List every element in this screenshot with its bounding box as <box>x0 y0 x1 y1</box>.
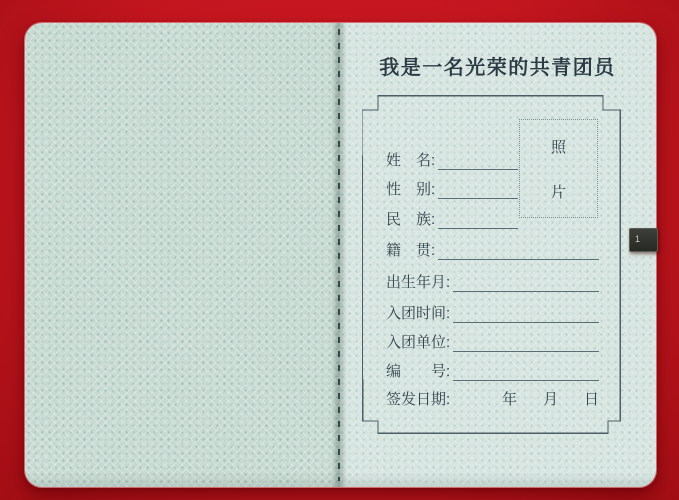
field-label-serial-number: 编 号: <box>386 363 451 380</box>
field-line-serial-number <box>453 364 599 381</box>
field-row-issue-date <box>386 387 599 409</box>
field-line-join-date <box>453 306 599 323</box>
membership-booklet <box>24 22 657 488</box>
field-line-join-unit <box>453 335 599 352</box>
spine-stitching <box>338 29 340 481</box>
field-label-join-date: 入团时间: <box>386 305 451 322</box>
field-label-name: 姓 名: <box>386 152 436 169</box>
field-row-join-date <box>386 301 599 323</box>
field-label-native-place: 籍 贯: <box>386 242 436 259</box>
field-line-name <box>438 153 518 170</box>
booklet-spine <box>331 23 347 487</box>
field-line-birth-date <box>453 275 599 292</box>
field-row-birth-date <box>386 270 599 292</box>
form-box <box>362 95 621 434</box>
field-row-name <box>386 148 599 170</box>
tab-number: 1 <box>635 234 641 244</box>
field-line-ethnicity <box>438 212 518 229</box>
photo-label-bottom: 片 <box>550 183 566 201</box>
right-form-page <box>339 23 656 487</box>
field-label-ethnicity: 民 族: <box>386 211 436 228</box>
field-label-join-unit: 入团单位: <box>386 334 451 351</box>
field-label-gender: 性 别: <box>386 181 436 198</box>
field-row-ethnicity <box>386 207 599 229</box>
field-label-issue-date: 签发日期: <box>386 391 451 408</box>
unit-month: 月 <box>543 391 559 408</box>
field-row-serial-number <box>386 359 599 381</box>
field-label-birth-date: 出生年月: <box>386 274 451 291</box>
field-line-gender <box>438 182 518 199</box>
field-row-native-place <box>386 238 599 260</box>
field-row-join-unit <box>386 330 599 352</box>
unit-year: 年 <box>502 391 518 408</box>
field-row-gender <box>386 177 599 199</box>
unit-day: 日 <box>583 391 599 408</box>
page-tab <box>629 228 658 252</box>
field-line-native-place <box>438 243 599 260</box>
issue-date-units <box>450 388 599 409</box>
left-blank-page <box>25 23 339 487</box>
photo-label-top: 照 <box>550 138 566 156</box>
page-title: 我是一名光荣的共青团员 <box>379 57 616 79</box>
